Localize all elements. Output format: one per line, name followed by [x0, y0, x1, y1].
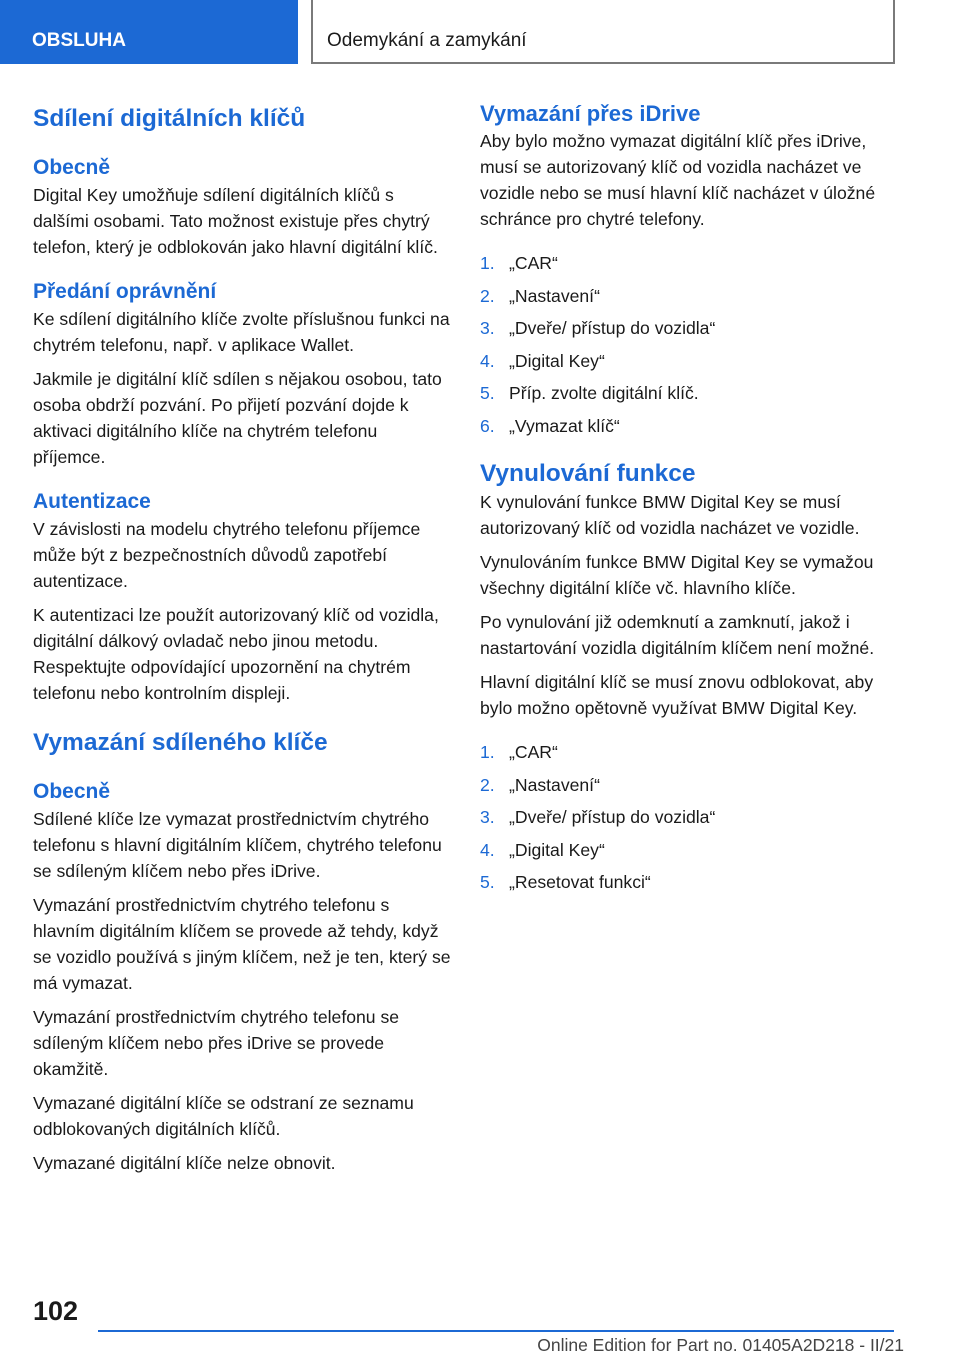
- list-item: [480, 772, 898, 805]
- step-text: „Vymazat klíč“: [509, 415, 620, 436]
- step-text: „Digital Key“: [509, 839, 605, 860]
- list-item: [480, 739, 898, 772]
- list-item: [480, 315, 898, 348]
- step-number: 2.: [480, 774, 495, 795]
- step-text: Příp. zvolte digitální klíč.: [509, 383, 699, 403]
- step-number: 5.: [480, 383, 495, 403]
- paragraph: Jakmile je digitální klíč sdílen s nějakou osobou, tato osoba obdrží pozvání. Po přijetí pozvání dojde k aktivaci digitálního klíče na chytrém telefonu příjemce.: [33, 369, 442, 467]
- chapter-title: Odemykání a zamykání: [311, 0, 895, 64]
- page-number: 102: [33, 1296, 79, 1326]
- paragraph: Vymazání prostřednictvím chytrého telefonu s hlavním digitálním klíčem se provede až tehdy, když se vozidlo používá s jiným klíčem, než je ten, který se má vymazat.: [33, 895, 451, 993]
- step-number: 4.: [480, 839, 495, 860]
- step-text: „Dveře/ přístup do vozidla“: [509, 318, 716, 338]
- steps-list-reset: [480, 739, 898, 902]
- edition-footer: Online Edition for Part no. 01405A2D218 - II/21: [537, 1335, 904, 1355]
- paragraph: Digital Key umožňuje sdílení digitálních klíčů s dalšími osobami. Tato možnost existuje přes chytrý telefon, který je odblokován jako hlavní digitální klíč.: [33, 185, 438, 257]
- heading-authentication: Autentizace: [33, 490, 151, 513]
- right-column: [480, 100, 898, 902]
- list-item: [480, 283, 898, 316]
- heading-general: Obecně: [33, 156, 111, 179]
- step-text: „CAR“: [509, 253, 558, 273]
- step-text: „CAR“: [509, 742, 558, 762]
- heading-rights: Předání oprávnění: [33, 280, 217, 303]
- heading-delete-shared: Vymazání sdíleného klíče: [33, 729, 328, 756]
- step-text: „Nastavení“: [509, 285, 600, 306]
- paragraph: Po vynulování již odemknutí a zamknutí, jakož i nastartování vozidla digitálním klíčem není možné.: [480, 612, 875, 658]
- list-item: [480, 250, 898, 283]
- steps-list-delete: [480, 250, 898, 445]
- footer-divider: [98, 1330, 894, 1332]
- step-number: 2.: [480, 285, 495, 306]
- paragraph: Aby bylo možno vymazat digitální klíč přes iDrive, musí se autorizovaný klíč od vozidla nacházet ve vozidle nebo se musí hlavní klíč nacházet v úložné schránce pro chytré telefony.: [480, 131, 876, 229]
- step-text: „Nastavení“: [509, 774, 600, 795]
- heading-general: Obecně: [33, 780, 111, 803]
- step-number: 6.: [480, 415, 495, 436]
- section-tab: OBSLUHA: [0, 0, 298, 64]
- step-text: „Digital Key“: [509, 350, 605, 371]
- step-number: 3.: [480, 318, 495, 338]
- list-item: [480, 413, 898, 446]
- paragraph: K autentizaci lze použít autorizovaný klíč od vozidla, digitální dálkový ovladač nebo jinou metodu. Respektujte odpovídající upozornění na chytrém telefonu nebo kontrolním displeji.: [33, 605, 439, 703]
- step-number: 3.: [480, 807, 495, 827]
- list-item: [480, 348, 898, 381]
- list-item: [480, 380, 898, 413]
- list-item: [480, 837, 898, 870]
- step-number: 1.: [480, 253, 495, 273]
- step-text: „Dveře/ přístup do vozidla“: [509, 807, 716, 827]
- heading-sharing: Sdílení digitálních klíčů: [33, 105, 306, 132]
- paragraph: V závislosti na modelu chytrého telefonu příjemce může být z bezpečnostních důvodů zapotřebí autentizace.: [33, 519, 421, 591]
- list-item: [480, 804, 898, 837]
- heading-reset: Vynulování funkce: [480, 460, 696, 487]
- paragraph: K vynulování funkce BMW Digital Key se musí autorizovaný klíč od vozidla nacházet ve vozidle.: [480, 492, 860, 538]
- step-number: 4.: [480, 350, 495, 371]
- left-column: [33, 96, 451, 1184]
- heading-delete-idrive: Vymazání přes iDrive: [480, 101, 701, 126]
- paragraph: Vymazané digitální klíče nelze obnovit.: [33, 1153, 336, 1173]
- step-number: 5.: [480, 872, 495, 892]
- list-item: [480, 869, 898, 902]
- paragraph: Sdílené klíče lze vymazat prostřednictvím chytrého telefonu s hlavní digitálním klíčem, chytrého telefonu se sdíleným klíčem nebo přes iDrive.: [33, 809, 442, 881]
- step-number: 1.: [480, 742, 495, 762]
- paragraph: Ke sdílení digitálního klíče zvolte příslušnou funkci na chytrém telefonu, např. v aplikace Wallet.: [33, 309, 450, 355]
- paragraph: Vynulováním funkce BMW Digital Key se vymažou všechny digitální klíče vč. hlavního klíče.: [480, 552, 874, 598]
- step-text: „Resetovat funkci“: [509, 872, 651, 892]
- paragraph: Vymazané digitální klíče se odstraní ze seznamu odblokovaných digitálních klíčů.: [33, 1093, 414, 1139]
- paragraph: Vymazání prostřednictvím chytrého telefonu se sdíleným klíčem nebo přes iDrive se provede okamžitě.: [33, 1007, 400, 1079]
- paragraph: Hlavní digitální klíč se musí znovu odblokovat, aby bylo možno opětovně využívat BMW Digital Key.: [480, 672, 874, 718]
